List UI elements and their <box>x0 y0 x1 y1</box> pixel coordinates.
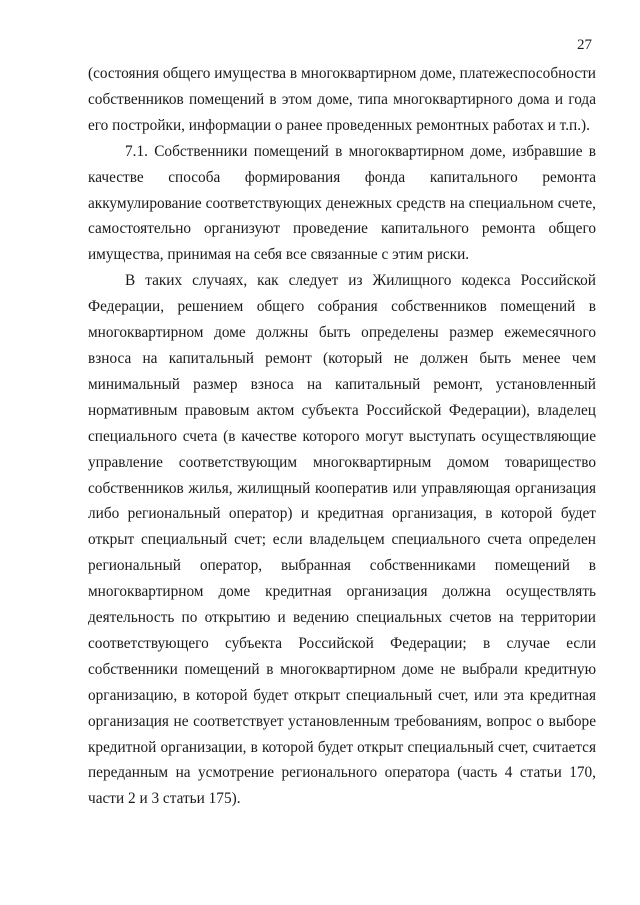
document-body <box>88 61 596 812</box>
paragraph-continuation: (состояния общего имущества в многоквартирном доме, платежеспособности собственников помещений в этом доме, типа многоквартирного дома и года его постройки, информации о ранее проведенных ремонтных работах и т.п.). <box>88 65 596 134</box>
paragraph-requirements: В таких случаях, как следует из Жилищного кодекса Российской Федерации, решением общего собрания собственников помещений в многоквартирном доме должны быть определены размер ежемесячного взноса на капитальный ремонт (который не должен быть менее чем минимальный размер взноса на капитальный ремонт, установленный нормативным правовым актом субъекта Российской Федерации), владелец специального счета (в качестве которого могут выступать осуществляющие управление соответствующим многоквартирным домом товарищество собственников жилья, жилищный кооператив или управляющая организация либо региональный оператор) и кредитная организация, в которой будет открыт специальный счет; если владельцем специального счета определен региональный оператор, выбранная собственниками помещений в многоквартирном доме кредитная организация должна осуществлять деятельность по открытию и ведению специальных счетов на территории соответствующего субъекта Российской Федерации; в случае если собственники помещений в многоквартирном доме не выбрали кредитную организацию, в которой будет открыт специальный счет, или эта кредитная организация не соответствует установленным требованиям, вопрос о выборе кредитной организации, в которой будет открыт специальный счет, считается переданным на усмотрение регионального оператора (часть 4 статьи 170, части 2 и 3 статьи 175). <box>88 272 596 808</box>
page-number: 27 <box>577 37 592 53</box>
paragraph-7-1: 7.1. Собственники помещений в многоквартирном доме, избравшие в качестве способа формирования фонда капитального ремонта аккумулирование соответствующих денежных средств на специальном счете, самостоятельно организуют проведение капитального ремонта общего имущества, принимая на себя все связанные с этим риски. <box>88 142 596 264</box>
